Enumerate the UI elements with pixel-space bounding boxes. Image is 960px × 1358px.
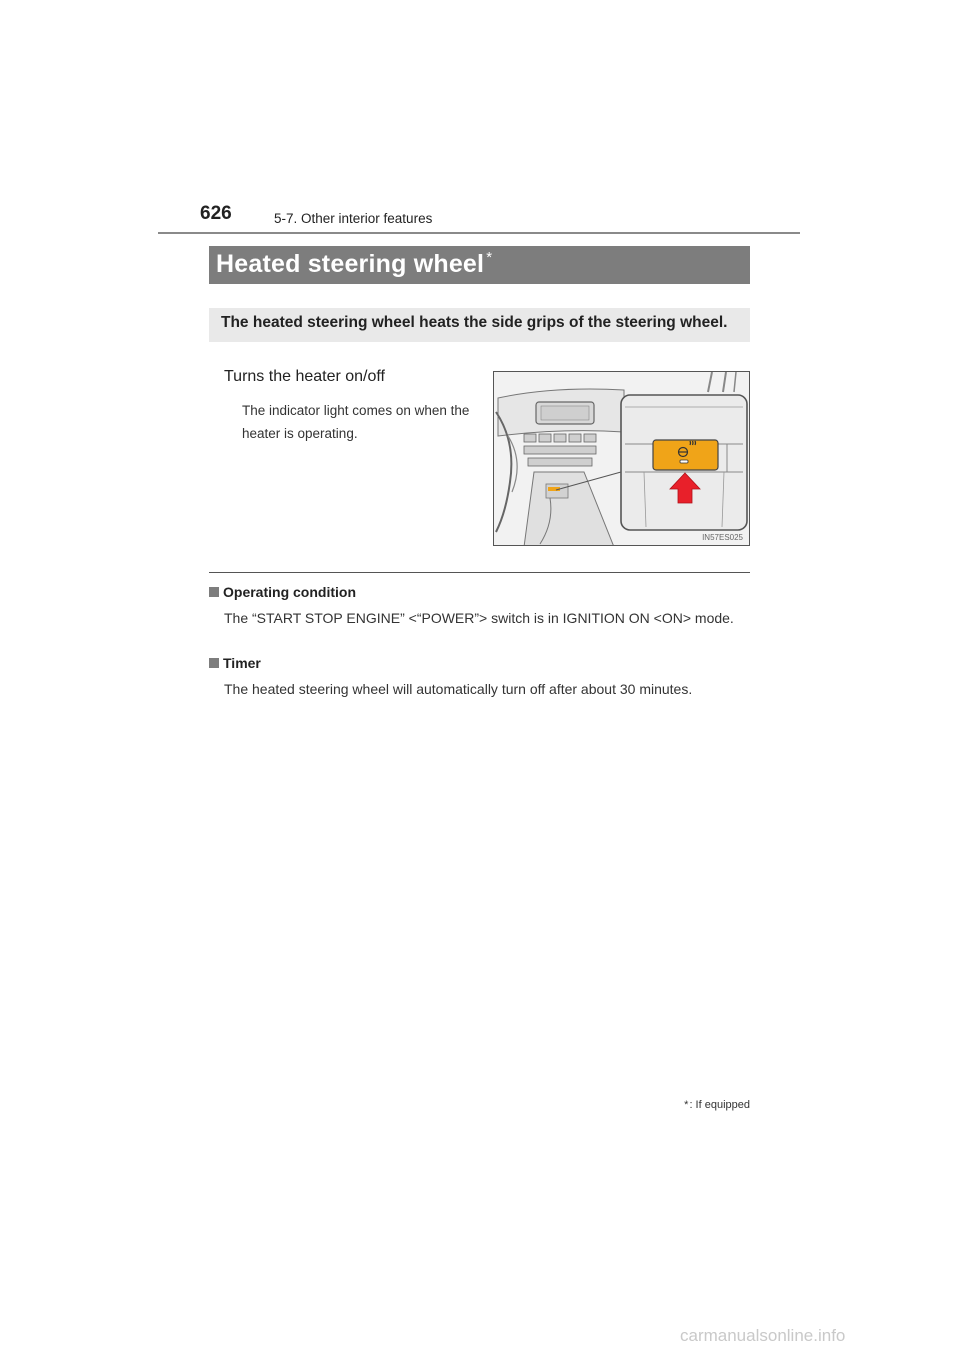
center-stack-buttons bbox=[524, 434, 596, 466]
callout-title: Turns the heater on/off bbox=[224, 368, 385, 385]
indicator-light bbox=[680, 460, 688, 463]
title-asterisk: * bbox=[486, 249, 493, 266]
square-bullet-icon bbox=[209, 587, 219, 597]
footnote-text: : If equipped bbox=[689, 1099, 750, 1111]
dashboard-illustration bbox=[494, 372, 750, 546]
note-body-timer: The heated steering wheel will automatically turn off after about 30 minutes. bbox=[224, 681, 693, 697]
page-number: 626 bbox=[200, 203, 232, 224]
note-heading-timer bbox=[209, 655, 261, 671]
section-divider bbox=[209, 572, 750, 573]
footnote bbox=[684, 1099, 750, 1111]
section-header: 5-7. Other interior features bbox=[274, 211, 433, 226]
intro-box bbox=[209, 308, 750, 342]
intro-text: The heated steering wheel heats the side grips of the steering wheel. bbox=[221, 314, 728, 331]
callout-description: The indicator light comes on when the heater is operating. bbox=[242, 403, 470, 441]
square-bullet-icon bbox=[209, 658, 219, 668]
watermark: carmanualsonline.info bbox=[680, 1326, 846, 1345]
dashboard-figure bbox=[493, 371, 750, 546]
figure-code: IN57ES025 bbox=[702, 533, 743, 542]
note-heading-operating-condition bbox=[209, 584, 356, 600]
note-heading-text: Operating condition bbox=[223, 584, 356, 600]
header-rule bbox=[158, 232, 800, 234]
title-bar bbox=[209, 246, 750, 284]
note-heading-text: Timer bbox=[223, 655, 261, 671]
page-title: Heated steering wheel bbox=[216, 250, 485, 278]
note-body-operating-condition: The “START STOP ENGINE” <“POWER”> switch is in IGNITION ON <ON> mode. bbox=[224, 610, 734, 626]
footnote-star: * bbox=[684, 1099, 689, 1111]
